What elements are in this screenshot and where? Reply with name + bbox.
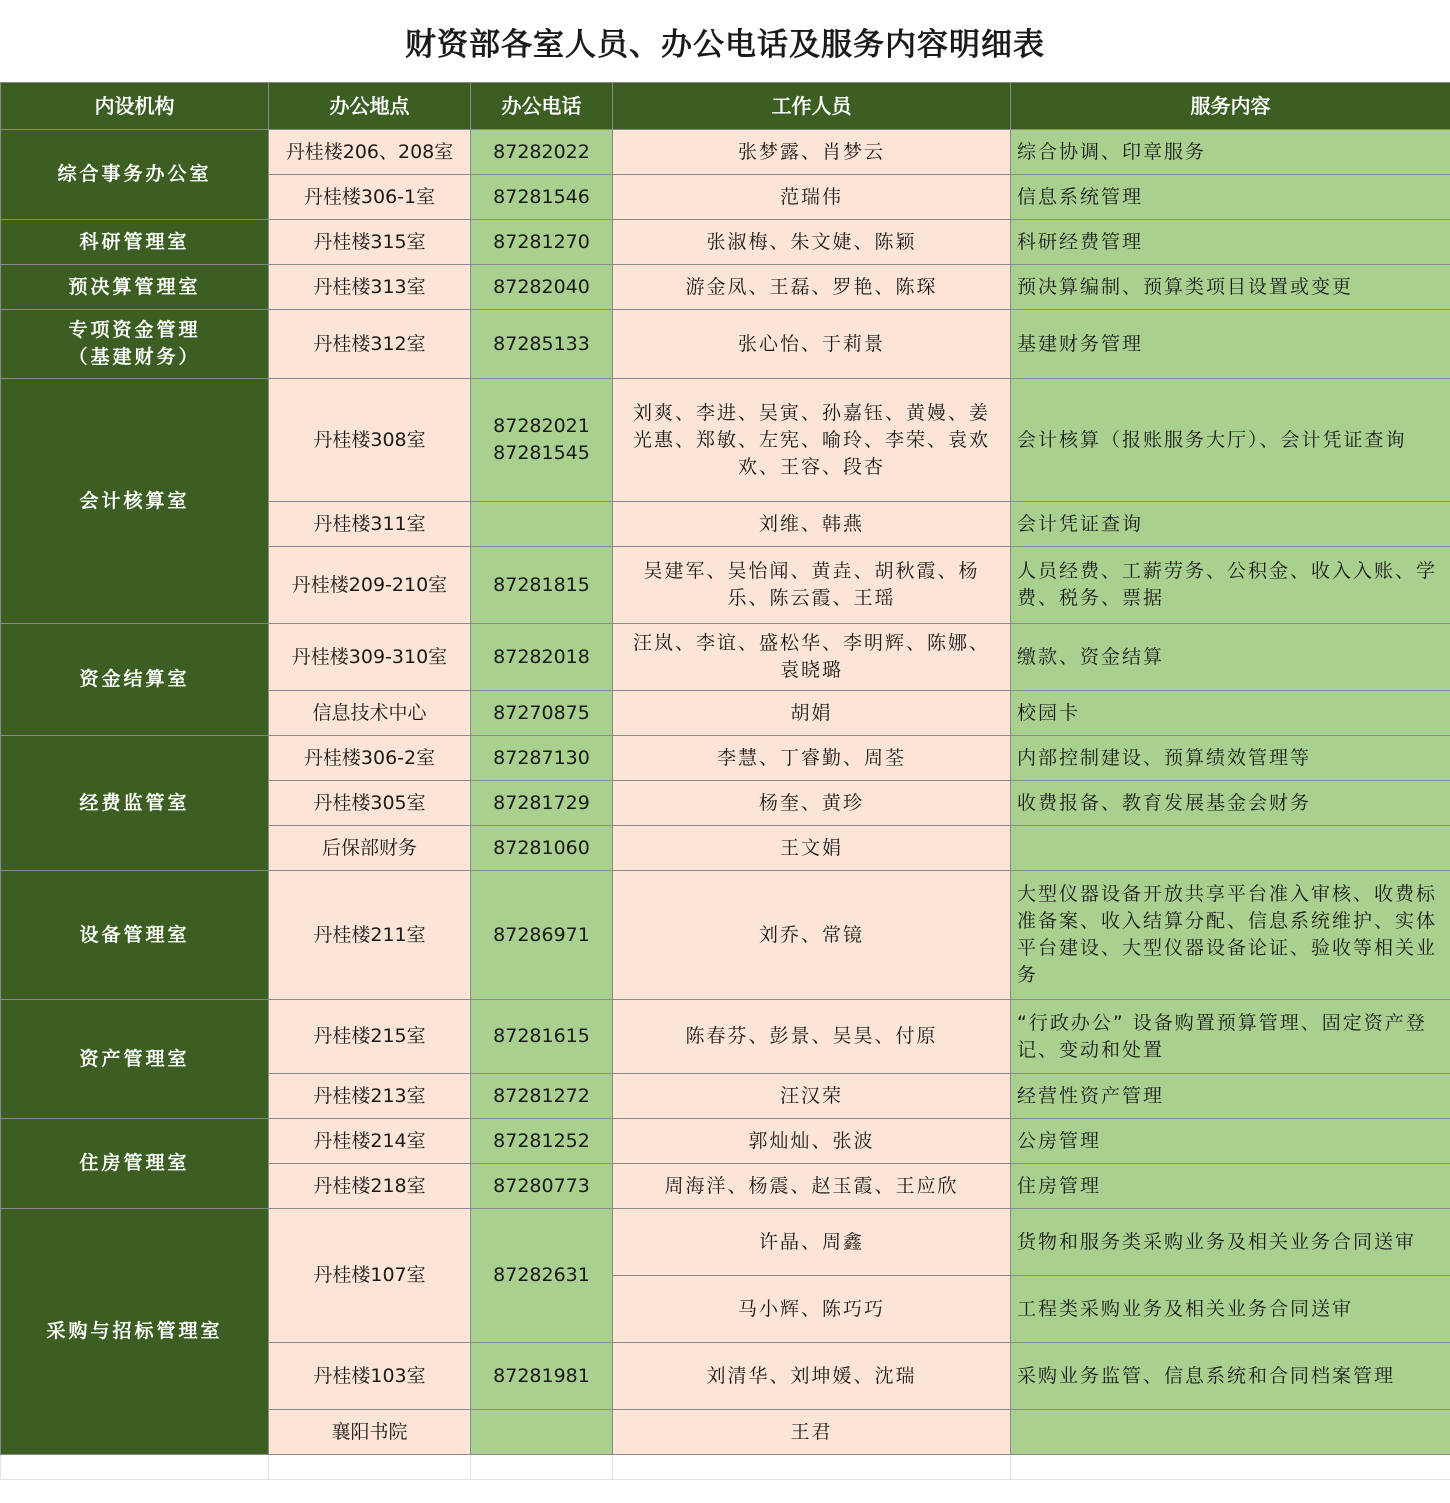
phone-cell: 87286971: [471, 871, 613, 1000]
service-cell: 会计核算（报账服务大厅）、会计凭证查询: [1011, 379, 1450, 502]
location-cell: 丹桂楼315室: [269, 220, 471, 265]
staff-cell: 游金凤、王磊、罗艳、陈琛: [613, 265, 1011, 310]
phone-cell: 87285133: [471, 310, 613, 379]
phone-cell: 87281981: [471, 1343, 613, 1410]
table-row: [1, 624, 1450, 691]
service-cell: 科研经费管理: [1011, 220, 1450, 265]
phone-cell: 87282022: [471, 130, 613, 175]
location-cell: 信息技术中心: [269, 691, 471, 736]
org-cell: 综合事务办公室: [1, 130, 269, 220]
service-cell: 货物和服务类采购业务及相关业务合同送审: [1011, 1209, 1450, 1276]
service-cell: 信息系统管理: [1011, 175, 1450, 220]
phone-cell: 87281815: [471, 547, 613, 624]
phone-cell: [471, 502, 613, 547]
org-cell: 设备管理室: [1, 871, 269, 1000]
phone-cell: 87282021 87281545: [471, 379, 613, 502]
staff-cell: 杨奎、黄珍: [613, 781, 1011, 826]
staff-cell: 吴建军、吴怡闻、黄垚、胡秋霞、杨乐、陈云霞、王瑶: [613, 547, 1011, 624]
org-cell: 采购与招标管理室: [1, 1209, 269, 1455]
service-cell: 内部控制建设、预算绩效管理等: [1011, 736, 1450, 781]
location-cell: 丹桂楼103室: [269, 1343, 471, 1410]
header-org: 内设机构: [1, 83, 269, 130]
header-row: [1, 83, 1450, 130]
staff-cell: 周海洋、杨震、赵玉霞、王应欣: [613, 1164, 1011, 1209]
page-title: 财资部各室人员、办公电话及服务内容明细表: [405, 26, 1045, 63]
phone-cell: 87282040: [471, 265, 613, 310]
service-cell: 公房管理: [1011, 1119, 1450, 1164]
table-row: [1, 130, 1450, 175]
phone-cell: 87280773: [471, 1164, 613, 1209]
phone-cell: 87281615: [471, 1000, 613, 1074]
org-cell: 预决算管理室: [1, 265, 269, 310]
location-cell: 丹桂楼214室: [269, 1119, 471, 1164]
table-row: [1, 265, 1450, 310]
empty-cell: [1, 1455, 269, 1480]
service-cell: 预决算编制、预算类项目设置或变更: [1011, 265, 1450, 310]
location-cell: 丹桂楼218室: [269, 1164, 471, 1209]
staff-cell: 胡娟: [613, 691, 1011, 736]
staff-cell: 刘维、韩燕: [613, 502, 1011, 547]
table-row: [1, 1209, 1450, 1276]
table-row: [1, 1000, 1450, 1074]
staff-cell: 张梦露、肖梦云: [613, 130, 1011, 175]
staff-cell: 刘清华、刘坤媛、沈瑞: [613, 1343, 1011, 1410]
table-row: [1, 310, 1450, 379]
service-cell: 大型仪器设备开放共享平台准入审核、收费标准备案、收入结算分配、信息系统维护、实体平台建设、大型仪器设备论证、验收等相关业务: [1011, 871, 1450, 1000]
staff-cell: 李慧、丁睿勤、周荃: [613, 736, 1011, 781]
service-cell: [1011, 826, 1450, 871]
org-cell: 资产管理室: [1, 1000, 269, 1119]
phone-cell: 87281060: [471, 826, 613, 871]
location-cell: 丹桂楼306-2室: [269, 736, 471, 781]
header-service: 服务内容: [1011, 83, 1450, 130]
location-cell: 丹桂楼306-1室: [269, 175, 471, 220]
staff-cell: 张淑梅、朱文婕、陈颖: [613, 220, 1011, 265]
phone-cell: 87281270: [471, 220, 613, 265]
phone-cell: 87281546: [471, 175, 613, 220]
staff-directory-table: [0, 82, 1450, 1480]
table-row: [1, 379, 1450, 502]
location-cell: 丹桂楼312室: [269, 310, 471, 379]
location-cell: 丹桂楼308室: [269, 379, 471, 502]
location-cell: 丹桂楼313室: [269, 265, 471, 310]
phone-cell: 87281272: [471, 1074, 613, 1119]
staff-cell: 刘爽、李进、吴寅、孙嘉钰、黄嫚、姜光惠、郑敏、左宪、喻玲、李荣、袁欢欢、王容、段杏: [613, 379, 1011, 502]
phone-cell: 87287130: [471, 736, 613, 781]
location-cell: 丹桂楼311室: [269, 502, 471, 547]
service-cell: 校园卡: [1011, 691, 1450, 736]
staff-cell: 王文娟: [613, 826, 1011, 871]
phone-cell: 87282018: [471, 624, 613, 691]
phone-cell: 87281729: [471, 781, 613, 826]
staff-cell: 张心怡、于莉景: [613, 310, 1011, 379]
staff-cell: 许晶、周鑫: [613, 1209, 1011, 1276]
header-staff: 工作人员: [613, 83, 1011, 130]
service-cell: 基建财务管理: [1011, 310, 1450, 379]
location-cell: 丹桂楼213室: [269, 1074, 471, 1119]
service-cell: 综合协调、印章服务: [1011, 130, 1450, 175]
service-cell: [1011, 1410, 1450, 1455]
service-cell: 缴款、资金结算: [1011, 624, 1450, 691]
service-cell: 会计凭证查询: [1011, 502, 1450, 547]
org-cell: 专项资金管理（基建财务）: [1, 310, 269, 379]
service-cell: “行政办公” 设备购置预算管理、固定资产登记、变动和处置: [1011, 1000, 1450, 1074]
empty-cell: [1011, 1455, 1450, 1480]
org-cell: 会计核算室: [1, 379, 269, 624]
staff-cell: 陈春芬、彭景、吴昊、付原: [613, 1000, 1011, 1074]
header-location: 办公地点: [269, 83, 471, 130]
location-cell: 襄阳书院: [269, 1410, 471, 1455]
table-row: [1, 220, 1450, 265]
org-cell: 住房管理室: [1, 1119, 269, 1209]
table-row: [1, 1119, 1450, 1164]
location-cell: 丹桂楼305室: [269, 781, 471, 826]
location-cell: 丹桂楼309-310室: [269, 624, 471, 691]
service-cell: 经营性资产管理: [1011, 1074, 1450, 1119]
location-cell: 后保部财务: [269, 826, 471, 871]
location-cell: 丹桂楼215室: [269, 1000, 471, 1074]
staff-cell: 刘乔、常镜: [613, 871, 1011, 1000]
empty-cell: [613, 1455, 1011, 1480]
staff-cell: 范瑞伟: [613, 175, 1011, 220]
staff-cell: 郭灿灿、张波: [613, 1119, 1011, 1164]
location-cell: 丹桂楼206、208室: [269, 130, 471, 175]
phone-cell: [471, 1410, 613, 1455]
table-row: [1, 736, 1450, 781]
service-cell: 工程类采购业务及相关业务合同送审: [1011, 1276, 1450, 1343]
location-cell: 丹桂楼209-210室: [269, 547, 471, 624]
service-cell: 人员经费、工薪劳务、公积金、收入入账、学费、税务、票据: [1011, 547, 1450, 624]
staff-cell: 汪岚、李谊、盛松华、李明辉、陈娜、袁晓璐: [613, 624, 1011, 691]
staff-cell: 马小辉、陈巧巧: [613, 1276, 1011, 1343]
empty-row: [1, 1455, 1450, 1480]
org-cell: 科研管理室: [1, 220, 269, 265]
service-cell: 住房管理: [1011, 1164, 1450, 1209]
phone-cell: 87270875: [471, 691, 613, 736]
header-phone: 办公电话: [471, 83, 613, 130]
org-cell: 资金结算室: [1, 624, 269, 736]
staff-cell: 汪汉荣: [613, 1074, 1011, 1119]
location-cell: 丹桂楼107室: [269, 1209, 471, 1343]
phone-cell: 87282631: [471, 1209, 613, 1343]
org-cell: 经费监管室: [1, 736, 269, 871]
table-row: [1, 871, 1450, 1000]
empty-cell: [471, 1455, 613, 1480]
phone-cell: 87281252: [471, 1119, 613, 1164]
staff-cell: 王君: [613, 1410, 1011, 1455]
empty-cell: [269, 1455, 471, 1480]
location-cell: 丹桂楼211室: [269, 871, 471, 1000]
service-cell: 采购业务监管、信息系统和合同档案管理: [1011, 1343, 1450, 1410]
service-cell: 收费报备、教育发展基金会财务: [1011, 781, 1450, 826]
